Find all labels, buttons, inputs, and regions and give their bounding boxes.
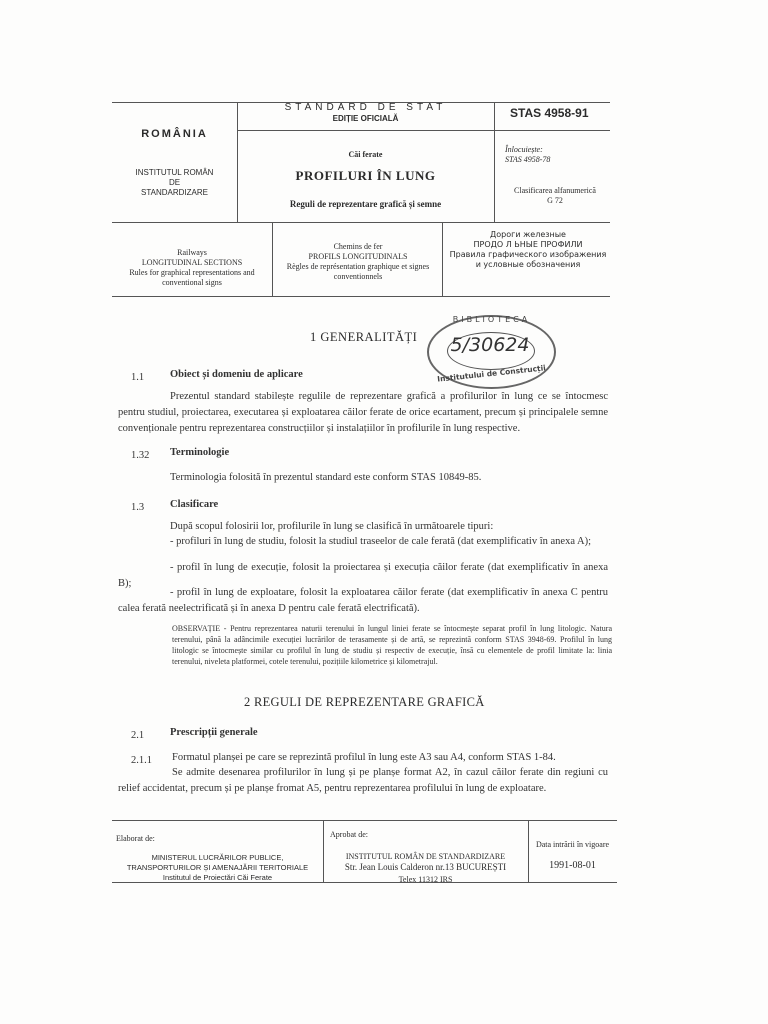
section-2-heading: 2 REGULI DE REPREZENTARE GRAFICĂ [244, 695, 485, 709]
drafted-label: Elaborat de: [116, 834, 155, 843]
replaces-value: STAS 4958-78 [505, 155, 551, 164]
footer-divider-2 [528, 820, 529, 882]
approver-telex: Telex 11312 IRS [398, 875, 453, 884]
section-2-1-title: Prescripții generale [170, 727, 258, 738]
classification-type-operation: - profil în lung de exploatare, folosit la exploatarea căilor ferate (dat exemplificativ în anexa C pentru calea ferată neelectrificată și în anexa D pentru cale ferată electrificată). [118, 587, 608, 614]
domain-ro: Căi ferate [348, 150, 383, 159]
header-mid-rule [112, 222, 610, 223]
standard-code: STAS 4958-91 [510, 106, 589, 120]
section-2-1-number: 2.1 [131, 730, 145, 741]
header-divider-2 [494, 102, 495, 222]
approved-by: INSTITUTUL ROMÂN DE STANDARDIZARE [345, 852, 506, 861]
approved-label: Aprobat de: [330, 830, 368, 839]
english-title: Railways LONGITUDINAL SECTIONS Rules for graphical representations and conventional signs [129, 248, 255, 287]
section-2-1-1-text: Formatul planșei pe care se reprezintă profilul în lung este A3 sau A4, conform STAS 1-84. [172, 752, 556, 763]
stamp-bottom-text: Institutului de Construcții [436, 363, 547, 384]
edition-label: EDIȚIE OFICIALĂ [332, 114, 399, 123]
document-subtitle: Reguli de reprezentare grafică și semne [289, 199, 442, 209]
stamp-top-text: BIBLIOTECA [452, 315, 531, 324]
header-standard-rule [237, 130, 610, 131]
lang-divider-1 [272, 222, 273, 296]
section-1-3-number: 1.3 [131, 502, 145, 513]
footer-top-rule [112, 820, 617, 821]
section-1-2-text: Terminologia folosită în prezentul standard este conform STAS 10849-85. [170, 472, 482, 483]
classification-type-study: - profiluri în lung de studiu, folosit la studiul traseelor de cale ferată (dat exemplificativ în anexa A); [170, 536, 592, 547]
russian-title: Дороги железные ПРОДО Л ЬНЫЕ ПРОФИЛИ Правила графического изображения и условные обозначения [449, 230, 607, 269]
standard-title: STANDARD DE STAT [284, 102, 447, 113]
french-title: Chemins de fer PROFILS LONGITUDINALS Règles de représentation graphique et signes conventionnels [286, 242, 430, 281]
institute-label: INSTITUTUL ROMÂN DE STANDARDIZARE [135, 168, 214, 197]
approver-address: Str. Jean Louis Calderon nr.13 BUCUREȘTI [344, 862, 507, 872]
section-2-1-1-text-2: Se admite desenarea profilurilor în lung și pe planșe format A2, în cazul căilor ferate din regiuni cu relief accidentat, precum și pe planșe fromat A5, pentru reprezentarea profilului în lung de exploatare. [118, 767, 608, 794]
section-1-1-number: 1.1 [131, 372, 145, 383]
section-1-2-number: 1.32 [131, 450, 150, 461]
drafted-by: MINISTERUL LUCRĂRILOR PUBLICE, TRANSPORTURILOR ȘI AMENAJĂRII TERITORIALE Institutul de Proiectări Căi Ferate [126, 853, 309, 882]
section-1-heading: 1 GENERALITĂȚI [310, 330, 418, 344]
effective-date-value: 1991-08-01 [549, 860, 596, 871]
classification-type-execution: - profil în lung de execuție, folosit la proiectarea și execuția căilor ferate (dat exemplificativ în anexa B); [118, 562, 608, 589]
section-1-1-text: Prezentul standard stabilește regulile de reprezentare grafică a profilurilor în lung ce se întocmesc pentru studiul, proiectarea, executarea și exploatarea căilor ferate de orice ecartament, precum și principalele semne convenționale pentru reprezentarea construcțiilor și instalațiilor în profilurile în lung respective. [118, 391, 608, 434]
section-1-2-title: Terminologie [170, 447, 230, 458]
observation-note: OBSERVAȚIE - Pentru reprezentarea naturii terenului în lungul liniei ferate se întocmește separat profil în lung litologic. Natura terenului, până la adâncimile execuției lucrărilor de terasamente și de artă, se reprezintă conform STAS 3948-69. Profilul în lung litologic se întocmește similar cu profilul în lung de studiu și respectiv de execuție, însă cu elementele de profil limitate la: linia terenului, niveleta platformei, cotele terenului, pozițiile kilometrice și kilometrajul. [172, 624, 612, 666]
lang-divider-2 [442, 222, 443, 296]
header-bottom-rule [112, 296, 610, 297]
section-1-3-title: Clasificare [170, 499, 219, 510]
replaces-label: Înlocuiește: [505, 145, 543, 154]
document-title: PROFILURI ÎN LUNG [295, 168, 436, 183]
section-1-3-text: După scopul folosirii lor, profilurile în lung se clasifică în următoarele tipuri: [170, 521, 494, 532]
classification-label: Clasificarea alfanumerică [514, 186, 596, 195]
stamp-number: 5/30624 [450, 334, 530, 356]
effective-date-label: Data intrării în vigoare [535, 840, 610, 849]
classification-value: G 72 [547, 196, 563, 205]
section-2-1-1-number: 2.1.1 [131, 755, 152, 766]
section-1-1-title: Obiect și domeniu de aplicare [170, 369, 303, 380]
country-label: ROMÂNIA [141, 128, 208, 140]
library-stamp [427, 315, 556, 389]
